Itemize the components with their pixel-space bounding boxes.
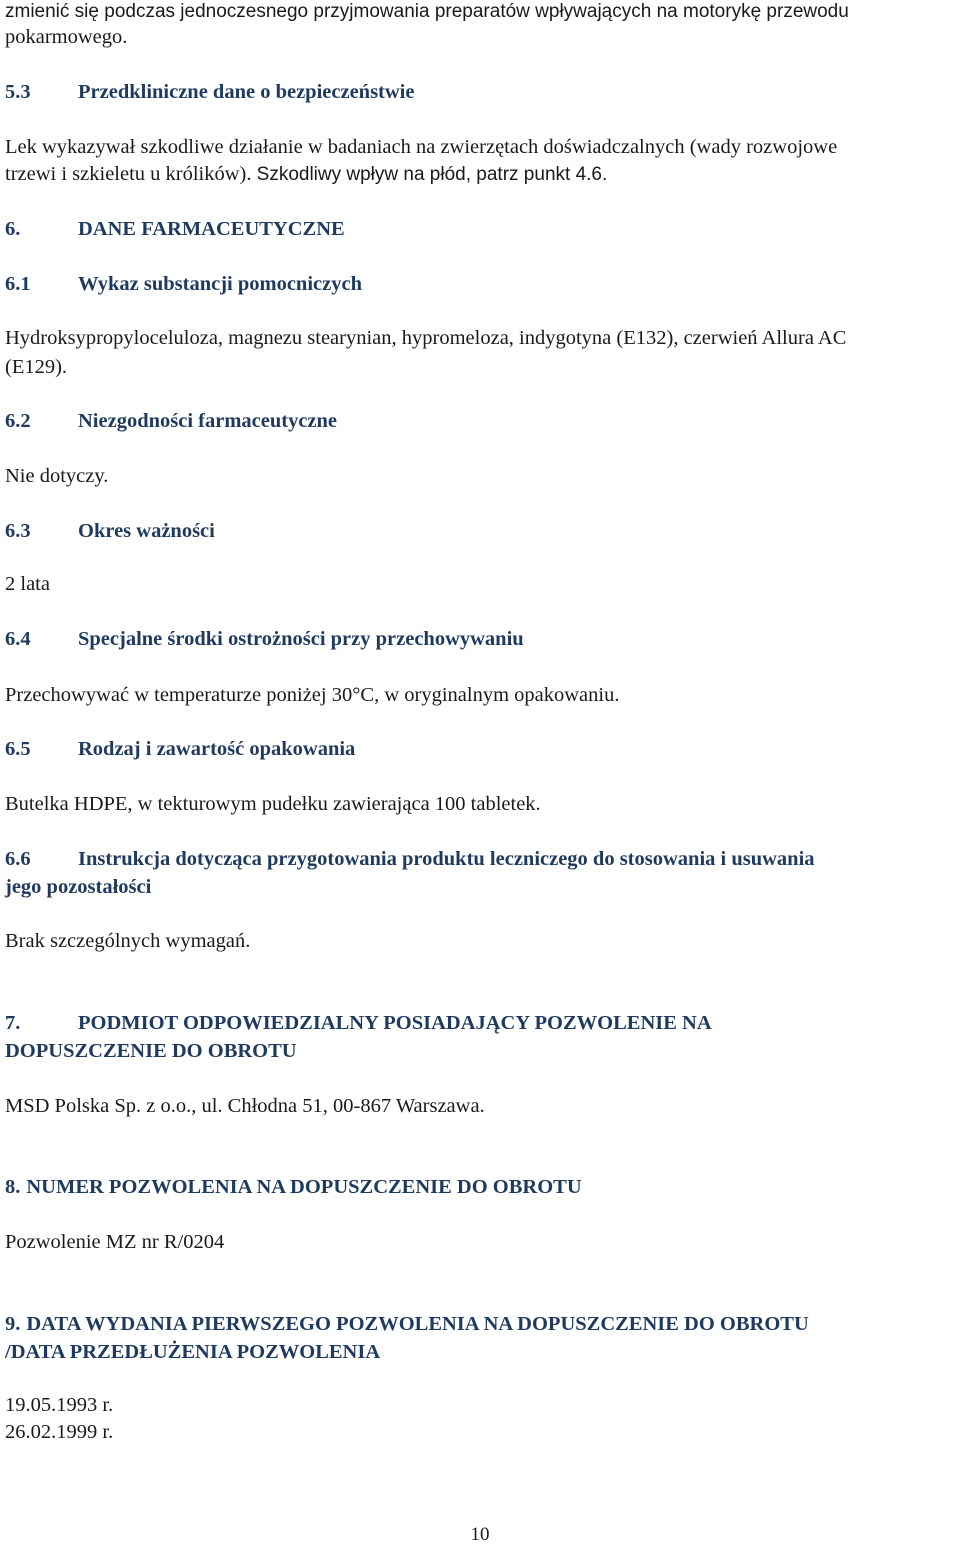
section-heading-6-3 <box>5 519 215 543</box>
section-title-continued: DOPUSZCZENIE DO OBROTU <box>5 1040 297 1062</box>
section-heading-6-4 <box>5 627 524 651</box>
section-title: Niezgodności farmaceutyczne <box>78 410 338 432</box>
section-number: 6. <box>5 218 21 240</box>
section-number: 6.1 <box>5 273 31 295</box>
section-title: PODMIOT ODPOWIEDZIALNY POSIADAJĄCY POZWOLENIE NA <box>78 1012 712 1034</box>
section-heading-9 <box>5 1312 809 1336</box>
section-number: 6.2 <box>5 410 31 432</box>
body-text: Brak szczególnych wymagań. <box>5 930 251 952</box>
section-heading-6-5 <box>5 737 355 761</box>
body-text: Hydroksypropyloceluloza, magnezu stearynian, hypromeloza, indygotyna (E132), czerwień Allura AC <box>5 327 847 349</box>
section-title: DATA WYDANIA PIERWSZEGO POZWOLENIA NA DOPUSZCZENIE DO OBROTU <box>26 1313 809 1335</box>
section-title-continued: jego pozostałości <box>5 876 152 898</box>
section-title: Rodzaj i zawartość opakowania <box>78 738 356 760</box>
section-title: Wykaz substancji pomocniczych <box>78 273 362 295</box>
section-heading-5-3 <box>5 80 414 104</box>
body-text: MSD Polska Sp. z o.o., ul. Chłodna 51, 00-867 Warszawa. <box>5 1095 485 1117</box>
section-number: 5.3 <box>5 81 31 103</box>
section-number: 6.5 <box>5 738 31 760</box>
section-number: 8. <box>5 1176 21 1198</box>
section-number: 6.6 <box>5 848 31 870</box>
section-number: 6.4 <box>5 628 31 650</box>
body-text-part: trzewi i szkieletu u królików). <box>5 163 252 185</box>
body-text: Przechowywać w temperaturze poniżej 30°C, w oryginalnym opakowaniu. <box>5 684 620 706</box>
date-line: 26.02.1999 r. <box>5 1421 114 1443</box>
section-title: Przedkliniczne dane o bezpieczeństwie <box>78 81 415 103</box>
body-text: 2 lata <box>5 573 50 595</box>
body-text: zmienić się podczas jednoczesnego przyjmowania preparatów wpływających na motorykę przewodu <box>5 1 849 22</box>
section-heading-6-2 <box>5 409 337 433</box>
body-text: Butelka HDPE, w tekturowym pudełku zawierająca 100 tabletek. <box>5 793 541 815</box>
body-text: pokarmowego. <box>5 26 128 48</box>
section-title: NUMER POZWOLENIA NA DOPUSZCZENIE DO OBROTU <box>26 1176 582 1198</box>
section-heading-6-6 <box>5 847 815 871</box>
section-heading-7 <box>5 1011 712 1035</box>
body-text <box>5 162 607 187</box>
body-text: (E129). <box>5 356 68 378</box>
section-heading-8 <box>5 1175 582 1199</box>
section-number: 6.3 <box>5 520 31 542</box>
page-number: 10 <box>470 1524 490 1545</box>
body-text: Nie dotyczy. <box>5 465 109 487</box>
body-text-part: Szkodliwy wpływ na płód, patrz punkt 4.6. <box>256 164 608 185</box>
section-number: 9. <box>5 1313 21 1335</box>
body-text: Pozwolenie MZ nr R/0204 <box>5 1231 225 1253</box>
section-heading-6-1 <box>5 272 362 296</box>
date-line: 19.05.1993 r. <box>5 1394 114 1416</box>
section-title: Specjalne środki ostrożności przy przechowywaniu <box>78 628 524 650</box>
section-title: Okres ważności <box>78 520 215 542</box>
section-title: Instrukcja dotycząca przygotowania produktu leczniczego do stosowania i usuwania <box>78 848 815 870</box>
body-text: Lek wykazywał szkodliwe działanie w badaniach na zwierzętach doświadczalnych (wady rozwojowe <box>5 136 838 158</box>
section-title: DANE FARMACEUTYCZNE <box>78 218 345 240</box>
section-title-continued: /DATA PRZEDŁUŻENIA POZWOLENIA <box>5 1341 381 1363</box>
section-number: 7. <box>5 1012 21 1034</box>
section-heading-6 <box>5 217 345 241</box>
